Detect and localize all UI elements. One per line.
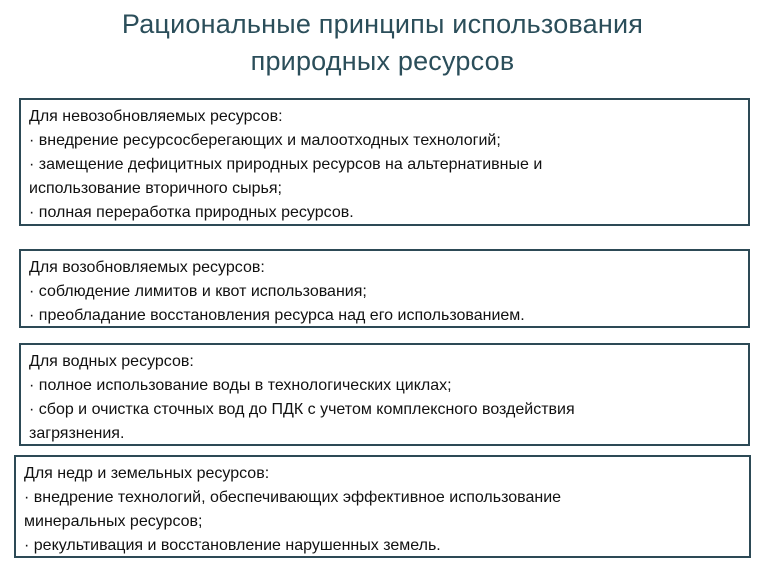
section-item: · преобладание восстановления ресурса над его использованием. bbox=[29, 307, 525, 324]
section-item: минеральных ресурсов; bbox=[24, 513, 203, 530]
section-item: · сбор и очистка сточных вод до ПДК с учетом комплексного воздействия bbox=[29, 401, 575, 418]
slide-title-line-1: Рациональные принципы использования bbox=[121, 9, 644, 39]
slide-title-line-2: природных ресурсов bbox=[250, 46, 515, 76]
section-heading: Для невозобновляемых ресурсов: bbox=[29, 108, 283, 125]
slide-title bbox=[0, 6, 765, 80]
section-heading: Для водных ресурсов: bbox=[29, 353, 194, 370]
section-subsoil-land-resources bbox=[14, 455, 751, 558]
section-item: загрязнения. bbox=[29, 425, 125, 442]
section-item: использование вторичного сырья; bbox=[29, 180, 282, 197]
section-item: · внедрение технологий, обеспечивающих эффективное использование bbox=[24, 489, 562, 506]
section-item: · рекультивация и восстановление нарушенных земель. bbox=[24, 537, 441, 554]
section-heading: Для недр и земельных ресурсов: bbox=[24, 465, 270, 482]
section-item: · соблюдение лимитов и квот использования; bbox=[29, 283, 367, 300]
section-heading: Для возобновляемых ресурсов: bbox=[29, 259, 265, 276]
section-item: · полная переработка природных ресурсов. bbox=[29, 204, 354, 221]
section-item: · полное использование воды в технологических циклах; bbox=[29, 377, 452, 394]
section-renewable-resources bbox=[19, 249, 750, 328]
section-water-resources bbox=[19, 343, 750, 446]
section-item: · замещение дефицитных природных ресурсов на альтернативные и bbox=[29, 156, 543, 173]
section-item: · внедрение ресурсосберегающих и малоотходных технологий; bbox=[29, 132, 501, 149]
section-nonrenewable-resources bbox=[19, 98, 750, 226]
